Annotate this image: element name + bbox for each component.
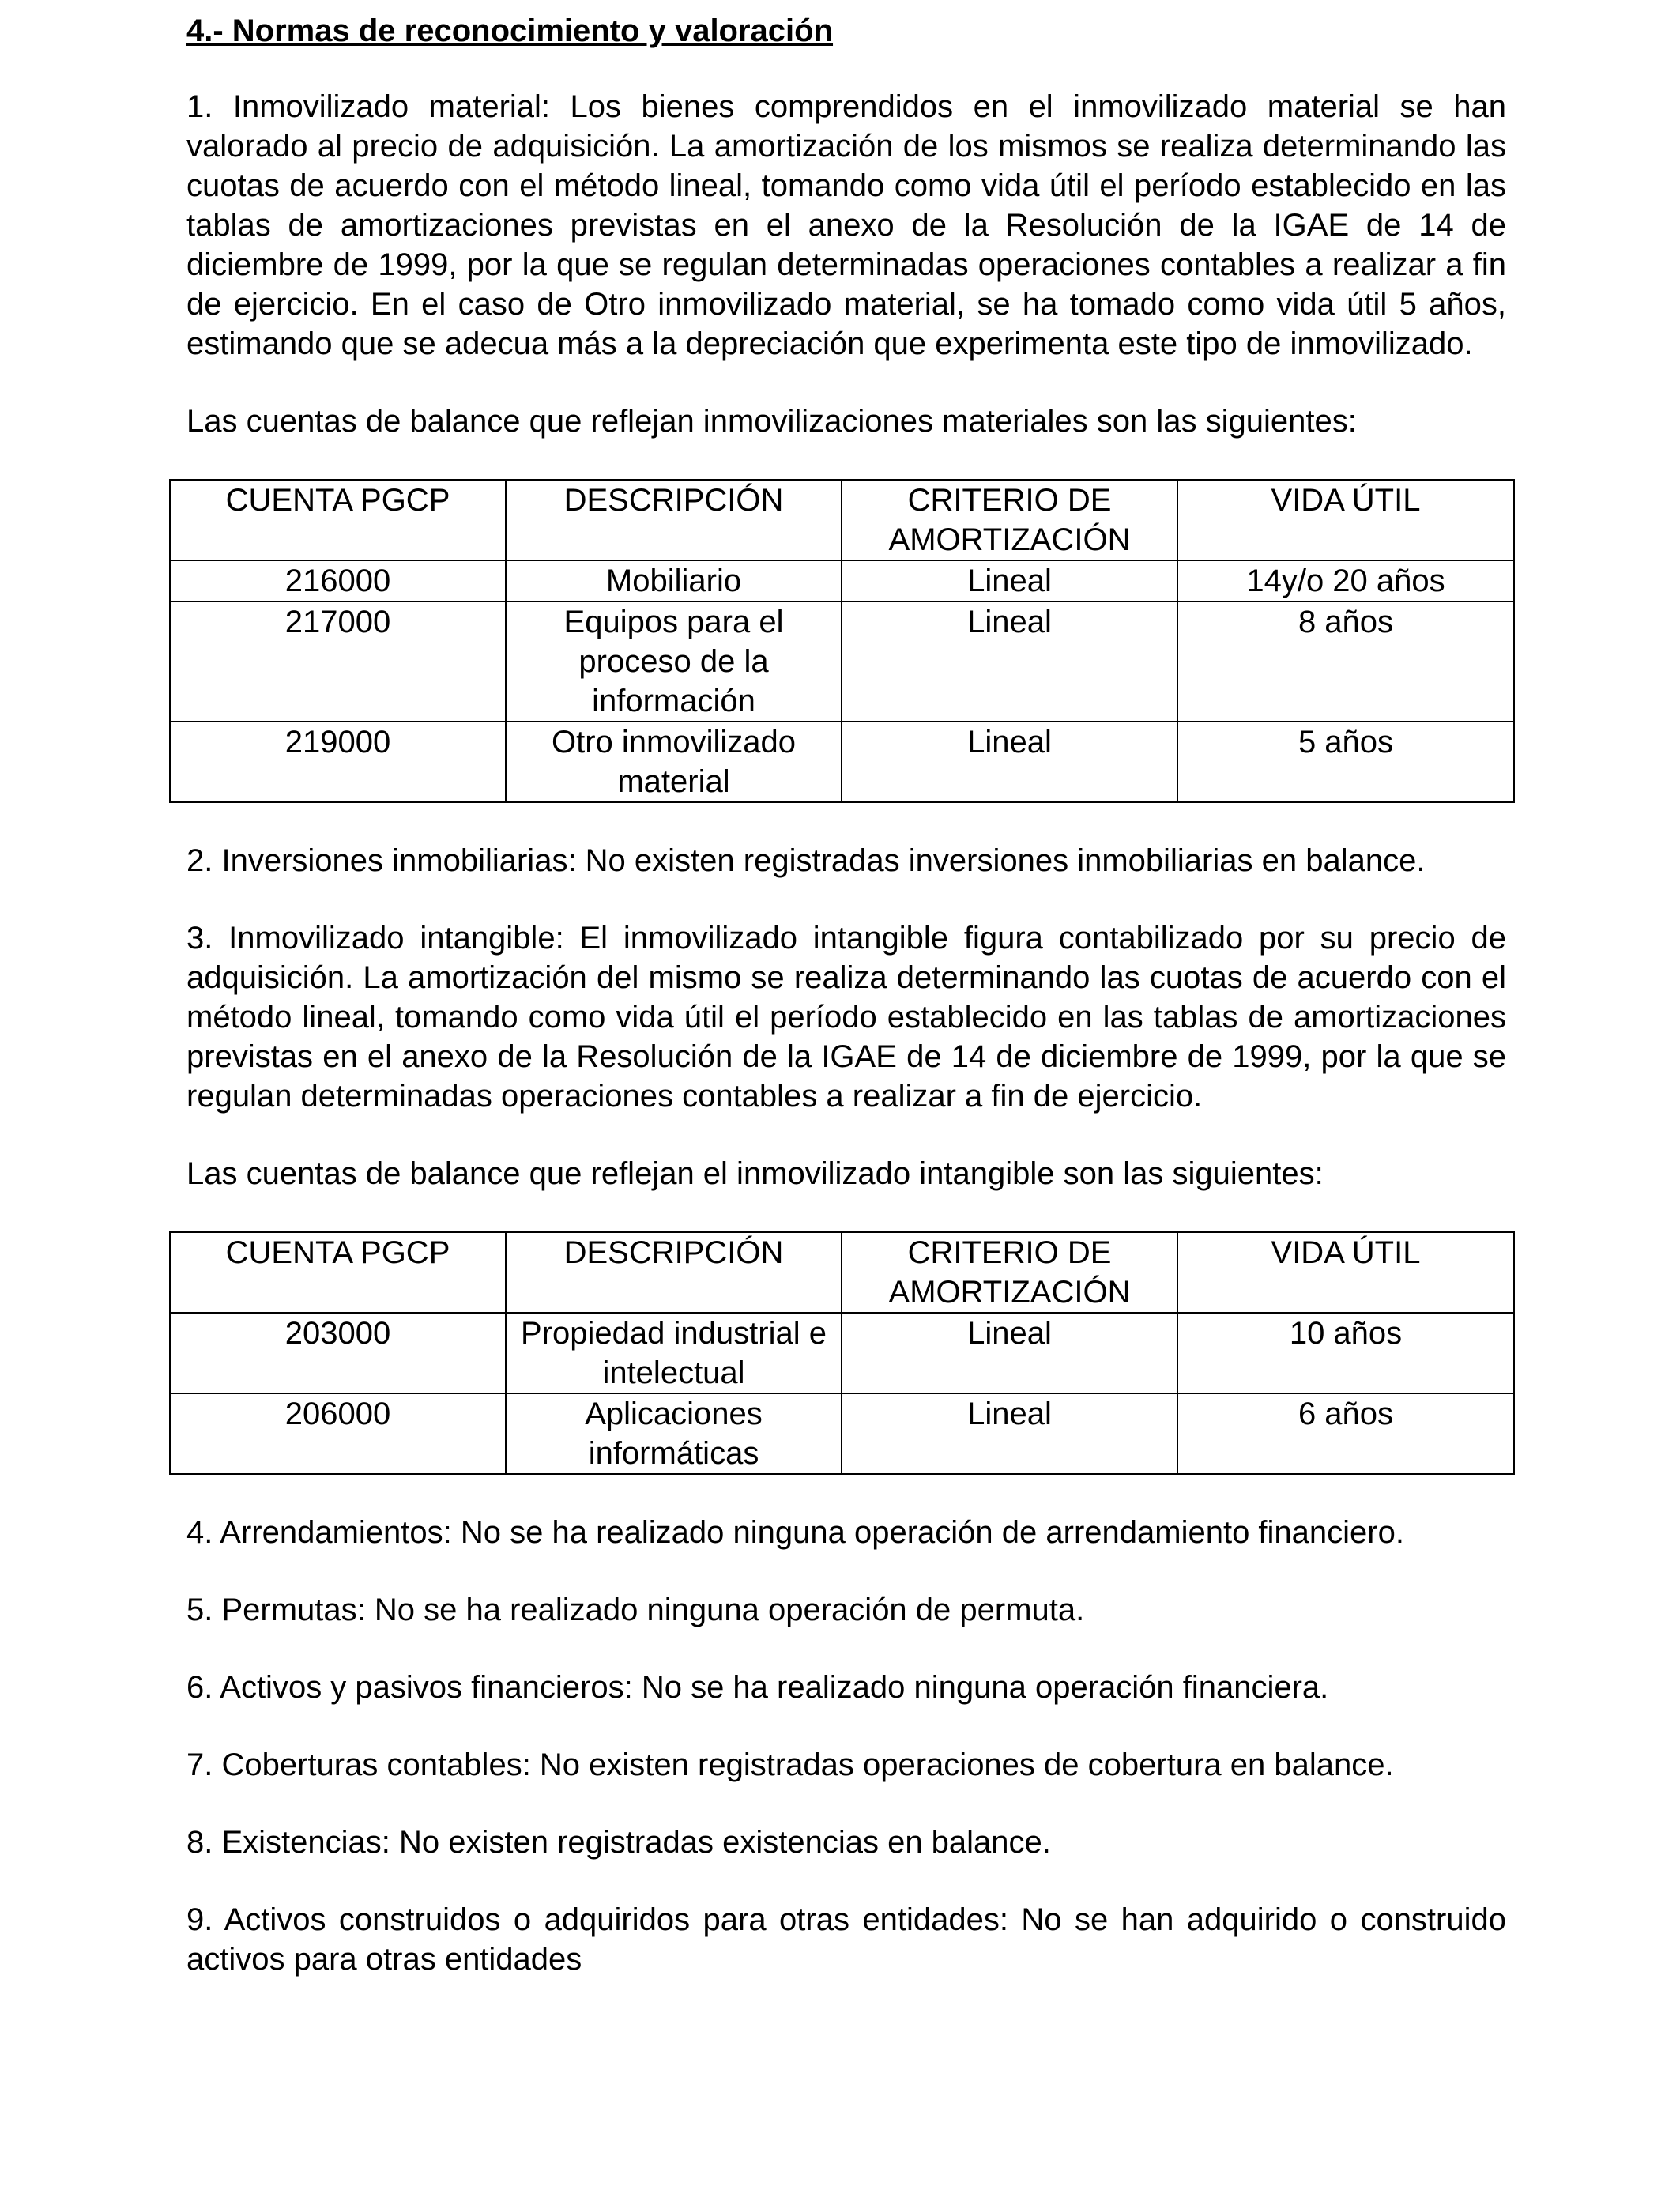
paragraph-arrendamientos: 4. Arrendamientos: No se ha realizado ninguna operación de arrendamiento financiero. [186, 1515, 1404, 1550]
cell-cuenta: 217000 [170, 601, 506, 722]
cell-descripcion: Aplicaciones informáticas [506, 1393, 842, 1474]
table-row [170, 722, 1514, 802]
paragraph-inmovilizado-material: 1. Inmovilizado material: Los bienes comprendidos en el inmovilizado material se han valorado al precio de adquisición. La amortización de los mismos se realiza determinando las cuotas de acuerdo con el método lineal, tomando como vida útil el período establecido en las tablas de amortizaciones previstas en el anexo de la Resolución de la IGAE de 14 de diciembre de 1999, por la que se regulan determinadas operaciones contables a realizar a fin de ejercicio. En el caso de Otro inmovilizado material, se ha tomado como vida útil 5 años, estimando que se adecua más a la depreciación que experimenta este tipo de inmovilizado. [186, 89, 1506, 361]
cell-cuenta: 206000 [170, 1393, 506, 1474]
table-header-row [170, 480, 1514, 560]
cell-criterio: Lineal [842, 1313, 1177, 1393]
header-cuenta: CUENTA PGCP [170, 1232, 506, 1313]
cell-vida-util: 10 años [1177, 1313, 1514, 1393]
paragraph-permutas: 5. Permutas: No se ha realizado ninguna operación de permuta. [186, 1593, 1085, 1627]
header-criterio: CRITERIO DE AMORTIZACIÓN [842, 1232, 1177, 1313]
paragraph-activos-pasivos: 6. Activos y pasivos financieros: No se ha realizado ninguna operación financiera. [186, 1670, 1329, 1705]
header-cuenta: CUENTA PGCP [170, 480, 506, 560]
cell-criterio: Lineal [842, 722, 1177, 802]
document-page [186, 11, 1506, 2017]
table-row [170, 560, 1514, 601]
header-criterio: CRITERIO DE AMORTIZACIÓN [842, 480, 1177, 560]
table2-intro: Las cuentas de balance que reflejan el inmovilizado intangible son las siguientes: [186, 1156, 1324, 1191]
header-vida-util: VIDA ÚTIL [1177, 480, 1514, 560]
cell-descripcion: Propiedad industrial e intelectual [506, 1313, 842, 1393]
cell-vida-util: 14y/o 20 años [1177, 560, 1514, 601]
table1-intro: Las cuentas de balance que reflejan inmovilizaciones materiales son las siguientes: [186, 404, 1357, 439]
header-vida-util: VIDA ÚTIL [1177, 1232, 1514, 1313]
table-row [170, 1393, 1514, 1474]
paragraph-activos-construidos: 9. Activos construidos o adquiridos para otras entidades: No se han adquirido o construido activos para otras entidades [186, 1902, 1506, 1977]
cell-vida-util: 8 años [1177, 601, 1514, 722]
table-header-row [170, 1232, 1514, 1313]
cell-cuenta: 216000 [170, 560, 506, 601]
section-heading: 4.- Normas de reconocimiento y valoración [186, 13, 834, 48]
cell-criterio: Lineal [842, 601, 1177, 722]
paragraph-coberturas: 7. Coberturas contables: No existen registradas operaciones de cobertura en balance. [186, 1747, 1394, 1782]
header-descripcion: DESCRIPCIÓN [506, 1232, 842, 1313]
header-descripcion: DESCRIPCIÓN [506, 480, 842, 560]
cell-descripcion: Equipos para el proceso de la información [506, 601, 842, 722]
cell-descripcion: Otro inmovilizado material [506, 722, 842, 802]
table-inmovilizado-intangible [169, 1231, 1515, 1475]
table-row [170, 601, 1514, 722]
cell-criterio: Lineal [842, 1393, 1177, 1474]
cell-vida-util: 5 años [1177, 722, 1514, 802]
paragraph-inversiones-inmobiliarias: 2. Inversiones inmobiliarias: No existen registradas inversiones inmobiliarias en balance. [186, 843, 1426, 878]
table-row [170, 1313, 1514, 1393]
cell-vida-util: 6 años [1177, 1393, 1514, 1474]
cell-cuenta: 203000 [170, 1313, 506, 1393]
table-inmovilizado-material [169, 479, 1515, 803]
paragraph-existencias: 8. Existencias: No existen registradas existencias en balance. [186, 1825, 1051, 1860]
cell-cuenta: 219000 [170, 722, 506, 802]
paragraph-inmovilizado-intangible: 3. Inmovilizado intangible: El inmovilizado intangible figura contabilizado por su precio de adquisición. La amortización del mismo se realiza determinando las cuotas de acuerdo con el método lineal, tomando como vida útil el período establecido en las tablas de amortizaciones previstas en el anexo de la Resolución de la IGAE de 14 de diciembre de 1999, por la que se regulan determinadas operaciones contables a realizar a fin de ejercicio. [186, 921, 1506, 1114]
cell-criterio: Lineal [842, 560, 1177, 601]
cell-descripcion: Mobiliario [506, 560, 842, 601]
